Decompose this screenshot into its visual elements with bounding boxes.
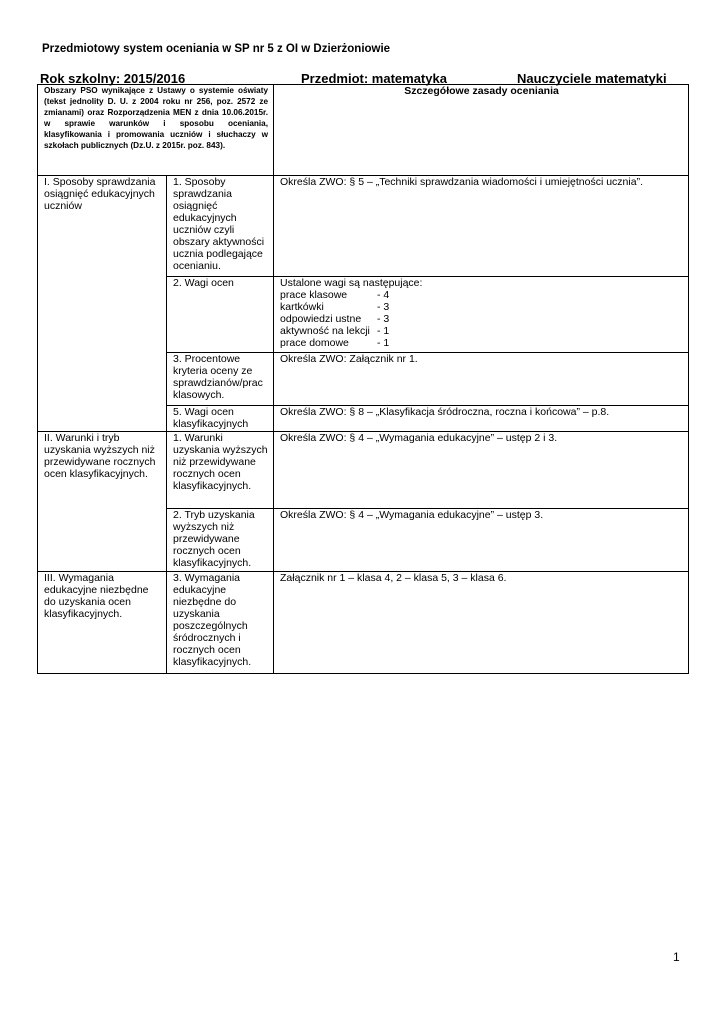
weight-label: kartkówki (280, 301, 324, 313)
rule-cell: Określa ZWO: § 8 – „Klasyfikacja śródroczna, roczna i końcowa” – p.8. (274, 406, 689, 432)
weight-value: - 1 (377, 325, 390, 337)
table-row (38, 176, 689, 277)
subject: Przedmiot: matematyka (301, 71, 447, 86)
rule-cell: Określa ZWO: § 4 – „Wymagania edukacyjne” – ustęp 3. (274, 509, 689, 572)
item-cell: 3. Wymagania edukacyjne niezbędne do uzyskania poszczególnych śródrocznych i rocznych ocen klasyfikacyjnych. (167, 572, 274, 674)
page-number: 1 (673, 950, 680, 964)
weight-row (280, 289, 683, 301)
weight-row (280, 337, 683, 349)
weight-row (280, 301, 683, 313)
item-cell: 5. Wagi ocen klasyfikacyjnych (167, 406, 274, 432)
table-row (38, 572, 689, 674)
item-cell: 1. Warunki uzyskania wyższych niż przewidywane rocznych ocen klasyfikacyjnych. (167, 432, 274, 509)
weight-row (280, 325, 683, 337)
item-cell: 2. Wagi ocen (167, 277, 274, 353)
document-title: Przedmiotowy system oceniania w SP nr 5 z OI w Dzierżoniowie (42, 43, 391, 55)
area-cell: II. Warunki i tryb uzyskania wyższych niż przewidywane rocznych ocen klasyfikacyjnych. (38, 432, 167, 572)
rule-cell (274, 277, 689, 353)
weight-value: - 1 (377, 337, 390, 349)
pso-table (37, 84, 689, 674)
weight-row (280, 313, 683, 325)
table-row (38, 432, 689, 509)
rule-cell: Określa ZWO: § 5 – „Techniki sprawdzania wiadomości i umiejętności ucznia”. (274, 176, 689, 277)
weight-label: aktywność na lekcji (280, 325, 370, 337)
area-cell: III. Wymagania edukacyjne niezbędne do uzyskania ocen klasyfikacyjnych. (38, 572, 167, 674)
weight-label: odpowiedzi ustne (280, 313, 362, 325)
weight-label: prace klasowe (280, 289, 348, 301)
weight-value: - 4 (377, 289, 390, 301)
rule-cell: Określa ZWO: Załącznik nr 1. (274, 353, 689, 406)
weights-list (280, 289, 683, 349)
item-cell: 1. Sposoby sprawdzania osiągnięć edukacyjnych uczniów czyli obszary aktywności ucznia podlegające ocenianiu. (167, 176, 274, 277)
area-cell: I. Sposoby sprawdzania osiągnięć edukacyjnych uczniów (38, 176, 167, 432)
legal-basis-header: Obszary PSO wynikające z Ustawy o systemie oświaty (tekst jednolity D. U. z 2004 roku nr 256, poz. 2572 ze zmianami) oraz Rozporządzenia MEN z dnia 10.06.2015r. w sprawie warunków i sposobu oceniania, klasyfikowania i promowania uczniów i słuchaczy w szkołach publicznych (Dz.U. z 2015r. poz. 843). (38, 85, 274, 176)
rule-cell: Określa ZWO: § 4 – „Wymagania edukacyjne” – ustęp 2 i 3. (274, 432, 689, 509)
teachers: Nauczyciele matematyki (517, 71, 667, 86)
rule-cell: Załącznik nr 1 – klasa 4, 2 – klasa 5, 3 – klasa 6. (274, 572, 689, 674)
weights-intro: Ustalone wagi są następujące: (280, 277, 423, 289)
rules-header: Szczegółowe zasady oceniania (274, 85, 689, 176)
school-year: Rok szkolny: 2015/2016 (40, 71, 186, 86)
weight-value: - 3 (377, 301, 390, 313)
weight-label: prace domowe (280, 337, 349, 349)
table-header-row (38, 85, 689, 176)
item-cell: 3. Procentowe kryteria oceny ze sprawdzianów/prac klasowych. (167, 353, 274, 406)
item-cell: 2. Tryb uzyskania wyższych niż przewidywane rocznych ocen klasyfikacyjnych. (167, 509, 274, 572)
weight-value: - 3 (377, 313, 390, 325)
